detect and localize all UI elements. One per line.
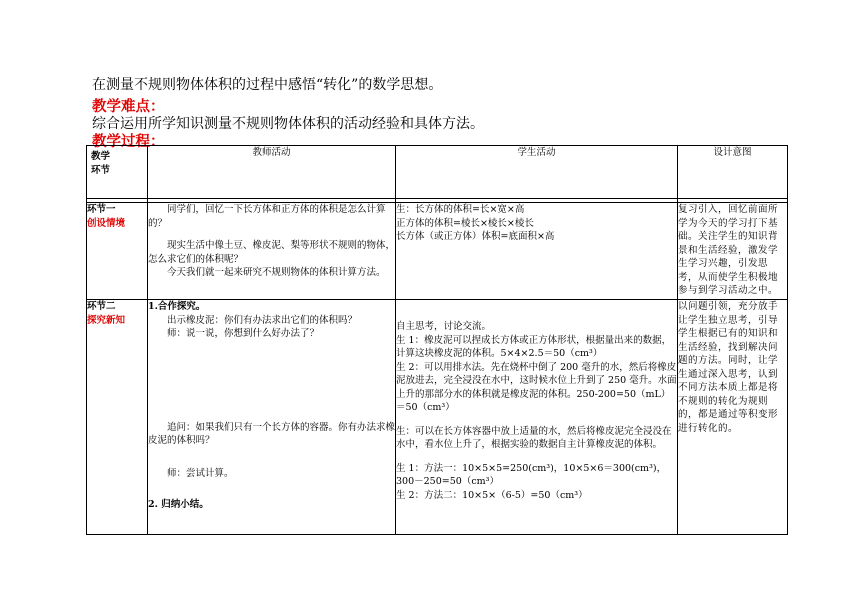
section2-intent: 以问题引领，充分放手让学生独立思考，引导学生根据已有的知识和生活经验，找到解决问题的方法。同时，让学生通过深入思考，认到不同方法本质上都是将不规则的转化为规则的，都是通过等积变形进行转化的。 (678, 300, 788, 535)
section2-teacher-summary: 2. 归纳小结。 (148, 499, 209, 510)
section2-student (396, 300, 678, 535)
section1-title: 环节一 (87, 204, 116, 215)
section2-title: 环节二 (87, 301, 116, 312)
difficulty-text: 综合运用所学知识测量不规则物体体积的活动经验和具体方法。 (92, 116, 484, 132)
section1-student-line: 正方体的体积=棱长×棱长×棱长 (396, 217, 534, 229)
header-stage-line1: 教学 (91, 151, 111, 162)
section2-stage (87, 300, 148, 535)
section1-student (396, 203, 678, 300)
section1-intent: 复习引入，回忆前面所学为今天的学习打下基础。关注学生的知识背景和生活经验，激发学生学习兴趣，引发思考，从而使学生积极地参与到学习活动之中。 (678, 203, 788, 300)
section2-teacher-line: 出示橡皮泥：你们有办法求出它们的体积吗？ (167, 314, 358, 326)
section2-teacher (148, 300, 396, 535)
section2-student-line: 生 1：橡皮泥可以捏成长方体或正方体形状，根据量出来的数据，计算这块橡皮泥的体积。5×4×2.5＝50（cm³） (396, 334, 672, 359)
header-stage-line2: 环节 (91, 164, 111, 176)
table-row-section2 (87, 300, 788, 535)
section1-teacher (148, 203, 396, 300)
section2-teacher-line: 师：尝试计算。 (167, 467, 234, 479)
section1-stage (87, 203, 148, 300)
section2-student-line: 自主思考，讨论交流。 (396, 321, 492, 332)
process-heading: 教学过程： (92, 134, 165, 150)
section1-teacher-line: 同学们，回忆一下长方体和正方体的体积是怎么计算的？ (148, 204, 386, 229)
table-header-row (87, 146, 788, 199)
section2-student-line: 生：可以在长方体容器中放上适量的水，然后将橡皮泥完全浸没在水中，看水位上升了，根据实验的数据自主计算橡皮泥的体积。 (396, 425, 672, 450)
section1-teacher-line: 现实生活中像土豆、橡皮泥、梨等形状不规则的物体，怎么求它们的体积呢？ (148, 240, 396, 265)
section2-subtitle: 探究新知 (87, 314, 126, 326)
header-intent: 设计意图 (678, 146, 788, 199)
header-stage (87, 146, 148, 199)
section1-subtitle: 创设情境 (87, 217, 126, 229)
lesson-table (86, 145, 788, 535)
section2-teacher-line: 追问：如果我们只有一个长方体的容器。你有办法求橡皮泥的体积吗？ (148, 421, 396, 446)
section2-student-line: 生 2：方法二：10×5×（6-5）=50（cm³） (396, 489, 588, 501)
section2-teacher-line: 师：说一说，你想到什么好办法了？ (167, 328, 320, 339)
section2-teacher-heading: 1.合作探究。 (148, 301, 206, 312)
difficulty-heading: 教学难点： (92, 99, 165, 115)
section1-student-line: 生：长方体的体积=长×宽×高 (396, 204, 525, 215)
section1-teacher-line: 今天我们就一起来研究不规则物体的体积计算方法。 (167, 267, 386, 278)
table-row-section1 (87, 203, 788, 300)
header-teacher: 教师活动 (148, 146, 396, 199)
header-student: 学生活动 (396, 146, 678, 199)
section1-student-line: 长方体（或正方体）体积=底面积×高 (396, 231, 555, 242)
intro-line: 在测量不规则物体体积的过程中感悟“转化”的数学思想。 (92, 77, 443, 93)
section2-student-line: 生 2：可以用排水法。先在烧杯中倒了 200 毫升的水，然后将橡皮泥放进去，完全浸没在水中，这时候水位上升到了 250 毫升。水面上升的那部分水的体积就是橡皮泥的体积。250-200=50（mL）＝50（cm³） (396, 361, 677, 413)
section2-student-line: 生 1：方法一：10×5×5=250(cm³)，10×5×6＝300(cm³)，300－250=50（cm³） (396, 462, 667, 487)
